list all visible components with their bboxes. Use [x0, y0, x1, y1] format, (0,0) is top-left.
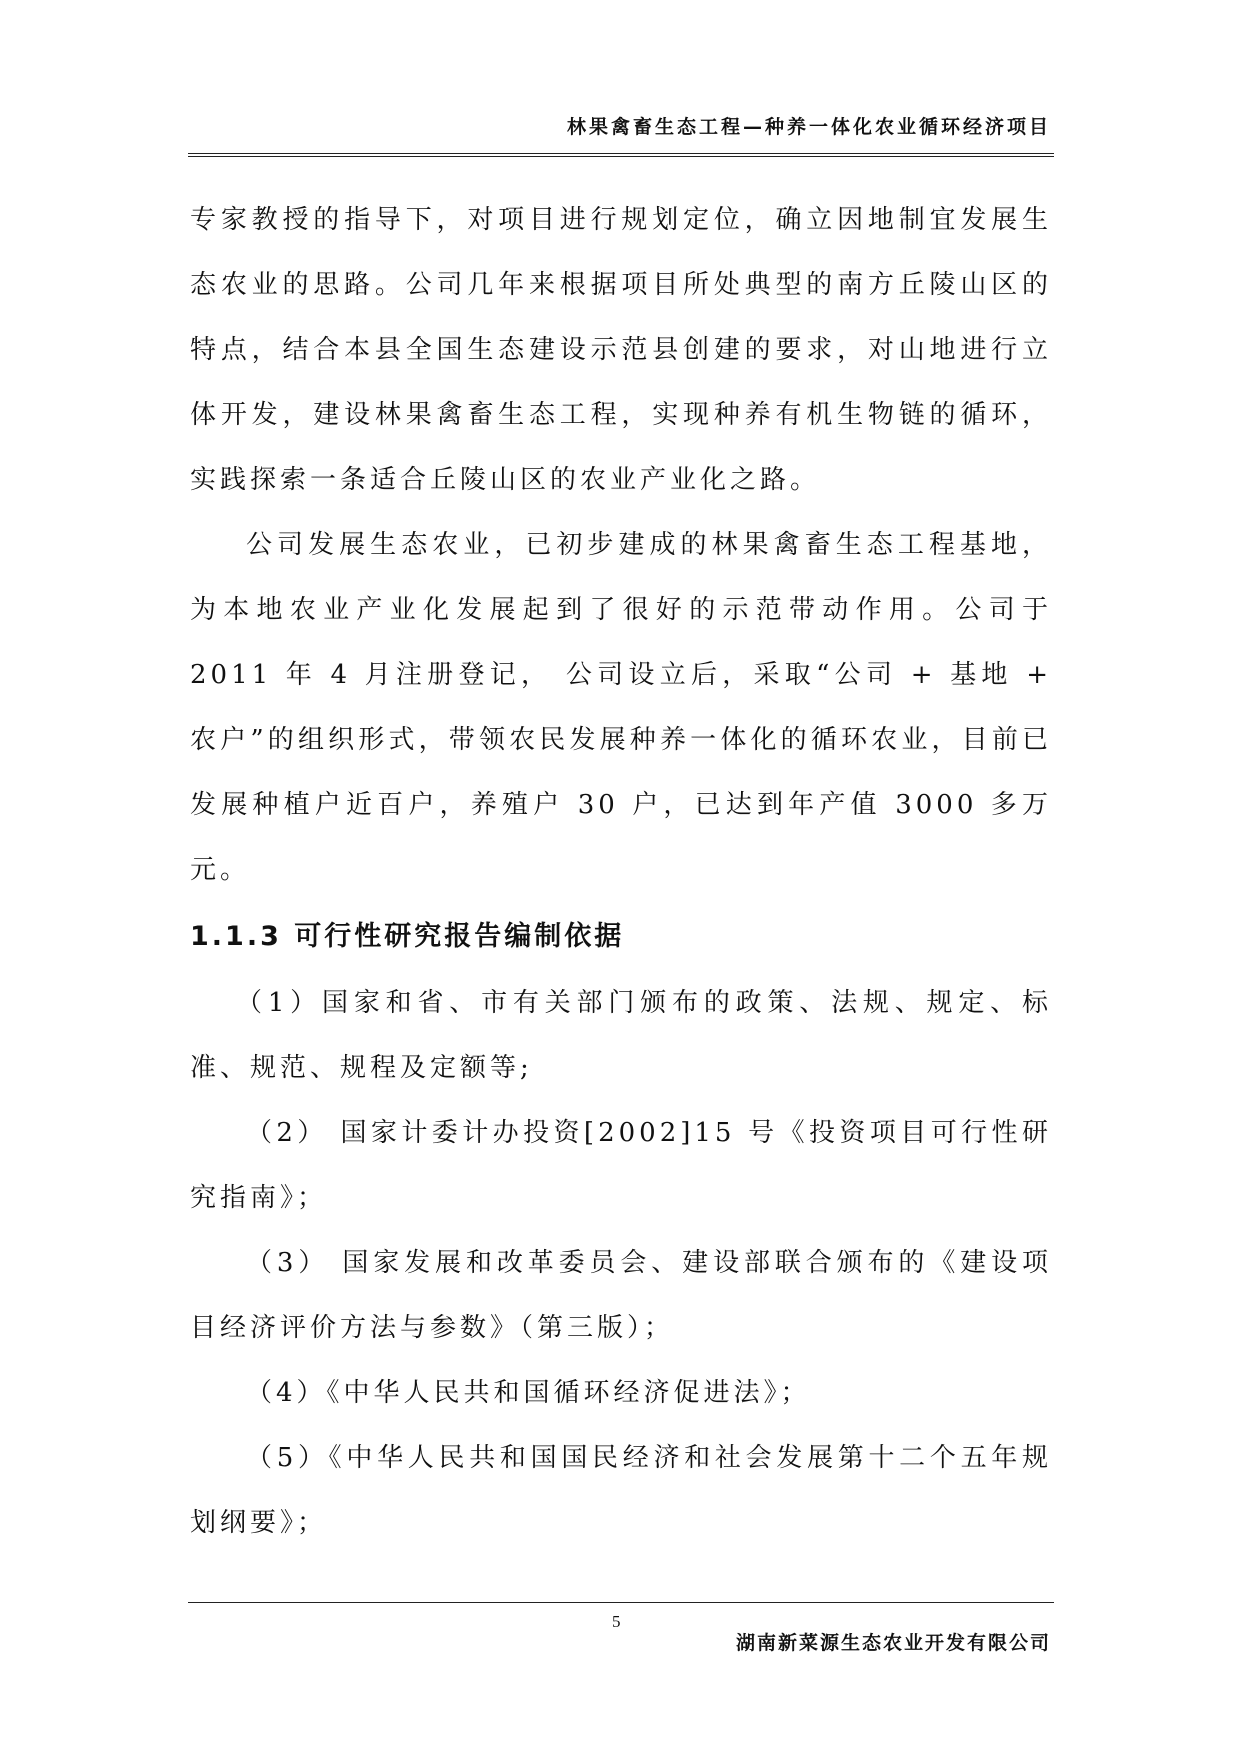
- footer-company: 湖南新菜源生态农业开发有限公司: [735, 1632, 1051, 1654]
- basis-item: （3） 国家发展和改革委员会、建设部联合颁布的《建设项目经济评价方法与参数》（第三版）；: [190, 1248, 1052, 1343]
- running-header: 林果禽畜生态工程—种养一体化农业循环经济项目: [566, 116, 1051, 138]
- paragraph: 专家教授的指导下，对项目进行规划定位，确立因地制宜发展生态农业的思路。公司几年来根据项目所处典型的南方丘陵山区的特点，结合本县全国生态建设示范县创建的要求，对山地进行立体开发，建设林果禽畜生态工程，实现种养有机生物链的循环，实践探索一条适合丘陵山区的农业产业化之路。: [190, 205, 1052, 495]
- header-rule: [188, 153, 1054, 157]
- body-text: [190, 188, 1052, 1556]
- basis-item: （1）国家和省、市有关部门颁布的政策、法规、规定、标准、规范、规程及定额等;: [190, 988, 1052, 1083]
- section-heading: 1.1.3 可行性研究报告编制依据: [190, 921, 625, 952]
- basis-item: （4）《中华人民共和国循环经济促进法》；: [246, 1378, 811, 1408]
- footer-rule: [188, 1602, 1054, 1603]
- paragraph: 公司发展生态农业，已初步建成的林果禽畜生态工程基地，为本地农业产业化发展起到了很好的示范带动作用。公司于 2011 年 4 月注册登记， 公司设立后，采取“公司 + 基地 + 农户”的组织形式，带领农民发展种养一体化的循环农业，目前已发展种植户近百户，养殖户 30 户，已达到年产值 3000 多万元。: [190, 530, 1052, 885]
- basis-item: （2） 国家计委计办投资[2002]15 号《投资项目可行性研究指南》；: [190, 1118, 1052, 1213]
- basis-item: （5）《中华人民共和国国民经济和社会发展第十二个五年规划纲要》；: [190, 1443, 1052, 1538]
- page-number: 5: [612, 1612, 621, 1631]
